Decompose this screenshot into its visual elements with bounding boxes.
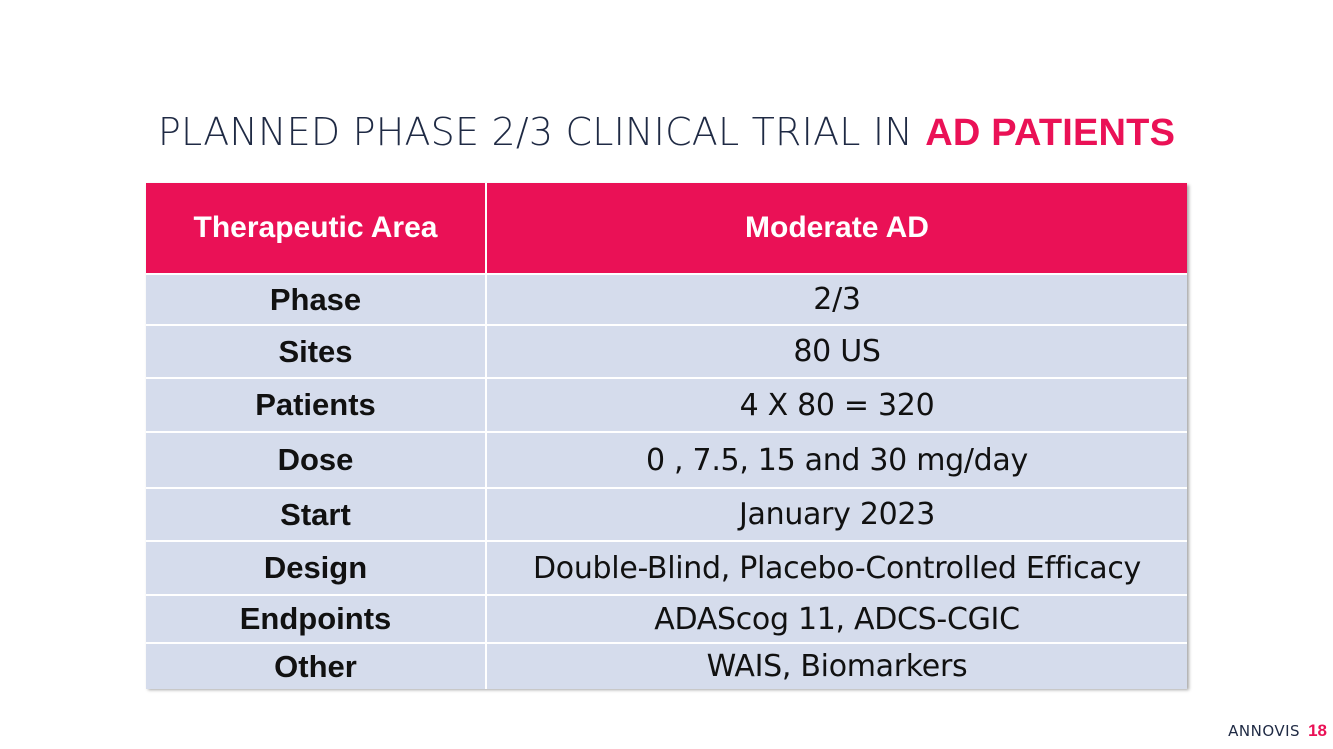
row-label-sites: Sites bbox=[146, 325, 486, 378]
row-value-phase: 2/3 bbox=[486, 274, 1187, 325]
trial-table bbox=[146, 183, 1187, 689]
row-value-patients: 4 X 80 = 320 bbox=[486, 378, 1187, 432]
row-label-endpoints: Endpoints bbox=[146, 595, 486, 643]
title-accent: AD PATIENTS bbox=[925, 112, 1176, 155]
row-label-dose: Dose bbox=[146, 432, 486, 488]
table-row bbox=[146, 325, 1187, 378]
row-value-sites: 80 US bbox=[486, 325, 1187, 378]
header-label: Therapeutic Area bbox=[146, 183, 486, 274]
table-row bbox=[146, 595, 1187, 643]
table-row bbox=[146, 643, 1187, 689]
brand-logo-text: ANNOVIS bbox=[1228, 722, 1301, 740]
table-row bbox=[146, 274, 1187, 325]
table-row bbox=[146, 432, 1187, 488]
table-row bbox=[146, 488, 1187, 541]
row-value-design: Double-Blind, Placebo-Controlled Efficacy bbox=[486, 541, 1187, 595]
row-value-dose: 0 , 7.5, 15 and 30 mg/day bbox=[486, 432, 1187, 488]
table-header-row bbox=[146, 183, 1187, 274]
slide-footer bbox=[1228, 721, 1327, 741]
row-label-start: Start bbox=[146, 488, 486, 541]
table-row bbox=[146, 541, 1187, 595]
trial-table-container bbox=[146, 183, 1187, 688]
row-label-other: Other bbox=[146, 643, 486, 689]
row-label-phase: Phase bbox=[146, 274, 486, 325]
row-label-design: Design bbox=[146, 541, 486, 595]
table-row bbox=[146, 378, 1187, 432]
page-title bbox=[0, 109, 1333, 156]
row-value-other: WAIS, Biomarkers bbox=[486, 643, 1187, 689]
row-value-start: January 2023 bbox=[486, 488, 1187, 541]
page-number: 18 bbox=[1308, 721, 1327, 740]
title-main: PLANNED PHASE 2/3 CLINICAL TRIAL IN bbox=[157, 110, 913, 155]
row-value-endpoints: ADAScog 11, ADCS-CGIC bbox=[486, 595, 1187, 643]
header-value: Moderate AD bbox=[486, 183, 1187, 274]
row-label-patients: Patients bbox=[146, 378, 486, 432]
